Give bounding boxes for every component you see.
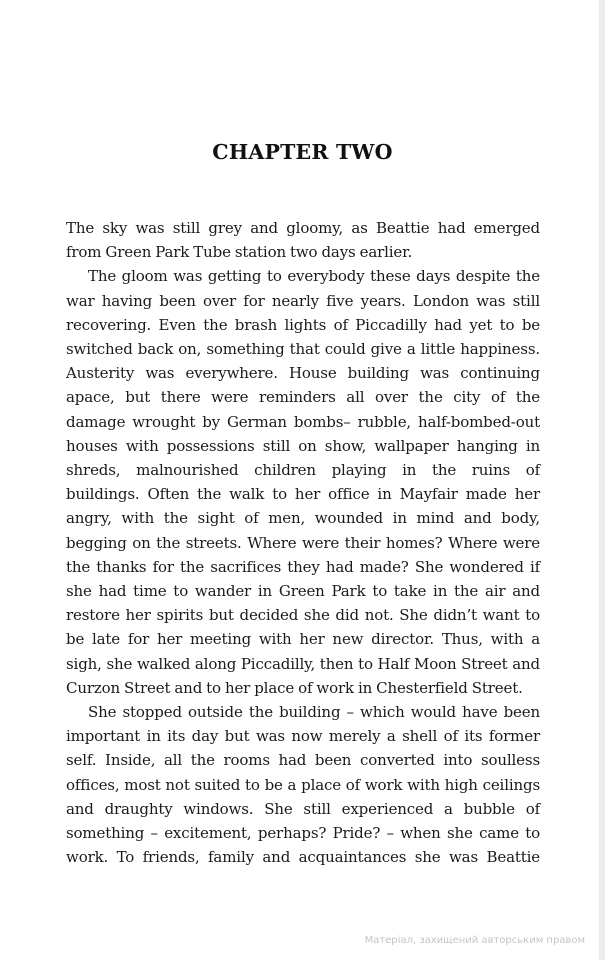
text-line: war having been over for nearly five years. London was still (66, 291, 540, 310)
text-line: the thanks for the sacrifices they had made? She wondered if (66, 557, 540, 576)
text-line: restore her spirits but decided she did not. She didn’t want to (66, 606, 540, 625)
text-line: from Green Park Tube station two days earlier. (66, 243, 413, 262)
text-line: something – excitement, perhaps? Pride? – when she came to (66, 824, 540, 843)
text-line: The gloom was getting to everybody these days despite the (88, 267, 540, 286)
text-line: damage wrought by German bombs– rubble, half-bombed-out (66, 412, 540, 431)
text-line: Curzon Street and to her place of work in Chesterfield Street. (66, 678, 523, 697)
chapter-body (66, 216, 540, 869)
text-line: self. Inside, all the rooms had been converted into soulless (66, 751, 540, 770)
chapter-title: CHAPTER TWO (212, 140, 393, 164)
paragraph-3 (66, 700, 540, 869)
text-line: begging on the streets. Where were their homes? Where were (66, 533, 540, 552)
text-line: offices, most not suited to be a place of work with high ceilings (66, 775, 540, 794)
text-line: be late for her meeting with her new director. Thus, with a (66, 630, 540, 649)
text-line: work. To friends, family and acquaintances she was Beattie (66, 848, 540, 867)
text-line: angry, with the sight of men, wounded in mind and body, (66, 509, 540, 528)
text-line: She stopped outside the building – which would have been (88, 703, 540, 722)
text-line: Austerity was everywhere. House building was continuing (66, 364, 540, 383)
text-line: shreds, malnourished children playing in the ruins of (66, 461, 540, 480)
text-line: The sky was still grey and gloomy, as Beattie had emerged (66, 219, 540, 237)
paragraph-1 (66, 216, 540, 264)
text-line: buildings. Often the walk to her office in Mayfair made her (66, 485, 540, 504)
text-line: houses with possessions still on show, wallpaper hanging in (66, 436, 540, 455)
copyright-watermark: Матеріал, захищений авторським правом (364, 935, 585, 946)
text-line: recovering. Even the brash lights of Piccadilly had yet to be (66, 315, 540, 334)
text-line: and draughty windows. She still experienced a bubble of (66, 799, 540, 818)
text-line: switched back on, something that could give a little happiness. (66, 340, 540, 359)
text-line: important in its day but was now merely a shell of its former (66, 727, 540, 746)
paragraph-2 (66, 264, 540, 700)
text-line: apace, but there were reminders all over the city of the (66, 388, 540, 407)
text-line: she had time to wander in Green Park to take in the air and (66, 582, 540, 601)
text-line: sigh, she walked along Piccadilly, then to Half Moon Street and (66, 654, 540, 673)
